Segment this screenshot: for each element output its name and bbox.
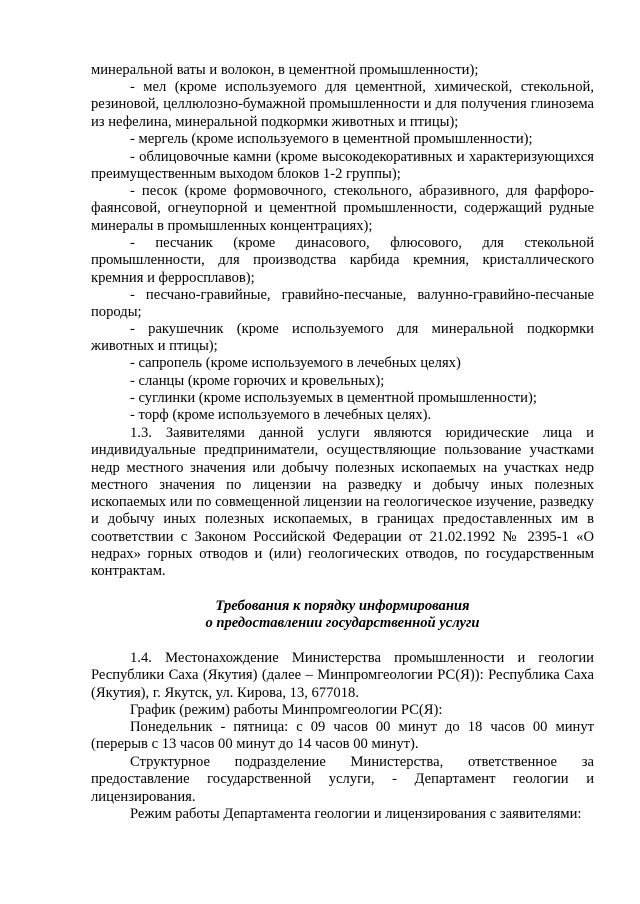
paragraph-department: Структурное подразделение Министерства, ответственное за предоставление государственной услуги, - Департамент геологии и лицензирования. <box>91 754 594 805</box>
paragraph-peat: - торф (кроме используемого в лечебных целях). <box>130 407 432 423</box>
paragraph-facing-stones: - облицовочные камни (кроме высокодекоративных и характеризующихся преимущественным выходом блоков 1-2 группы); <box>91 149 594 183</box>
paragraph-1-4-location: 1.4. Местонахождение Министерства промышленности и геологии Республики Саха (Якутия) (далее – Минпромгеологии РС(Я)): Республика Саха (Якутия), г. Якутск, ул. Кирова, 13, 677018. <box>91 650 594 701</box>
section-heading-line-2: о предоставлении государственной услуги <box>205 615 480 631</box>
paragraph-mineral-wool: минеральной ваты и волокон, в цементной промышленности); <box>91 62 479 78</box>
paragraph-sandstone: - песчаник (кроме динасового, флюсового, для стекольной промышленности, для производства карбида кремния, кристаллического кремния и ферросплавов); <box>91 235 594 286</box>
paragraph-schedule-hours: Понедельник - пятница: с 09 часов 00 минут до 18 часов 00 минут (перерыв с 13 часов 00 минут до 14 часов 00 минут). <box>91 719 594 753</box>
section-heading-line-1: Требования к порядку информирования <box>215 598 470 614</box>
paragraph-shell-rock: - ракушечник (кроме используемого для минеральной подкормки животных и птицы); <box>91 321 594 355</box>
paragraph-schedule-title: График (режим) работы Минпромгеологии РС(Я): <box>130 702 443 718</box>
paragraph-sand-gravel: - песчано-гравийные, гравийно-песчаные, валунно-гравийно-песчаные породы; <box>91 287 594 321</box>
paragraph-department-schedule: Режим работы Департамента геологии и лицензирования с заявителями: <box>130 806 582 822</box>
paragraph-chalk: - мел (кроме используемого для цементной, химической, стекольной, резиновой, целлюлозно-бумажной промышленности и для получения глинозема из нефелина, минеральной подкормки животных и птицы); <box>91 79 594 130</box>
paragraph-1-3-applicants: 1.3. Заявителями данной услуги являются юридические лица и индивидуальные предприниматели, осуществляющие пользование участками недр местного значения или добычу полезных ископаемых на участках недр местного значения по лицензии на разведку и добычу иных полезных ископаемых или по совмещенной лицензии на геологическое изучение, разведку и добычу иных полезных ископаемых, в границах предоставленных им в соответствии с Законом Российской Федерации от 21.02.1992 № 2395-1 «О недрах» горных отводов и (или) геологических отводов, по государственным контрактам. <box>91 425 594 580</box>
paragraph-loam: - суглинки (кроме используемых в цементной промышленности); <box>130 390 537 406</box>
paragraph-sapropel: - сапропель (кроме используемого в лечебных целях) <box>130 355 461 371</box>
paragraph-sand: - песок (кроме формовочного, стекольного, абразивного, для фарфоро-фаянсовой, огнеупорной и цементной промышленности, содержащий рудные минералы в промышленных концентрациях); <box>91 183 594 234</box>
paragraph-marl: - мергель (кроме используемого в цементной промышленности); <box>130 131 533 147</box>
paragraph-shale: - сланцы (кроме горючих и кровельных); <box>130 373 385 389</box>
